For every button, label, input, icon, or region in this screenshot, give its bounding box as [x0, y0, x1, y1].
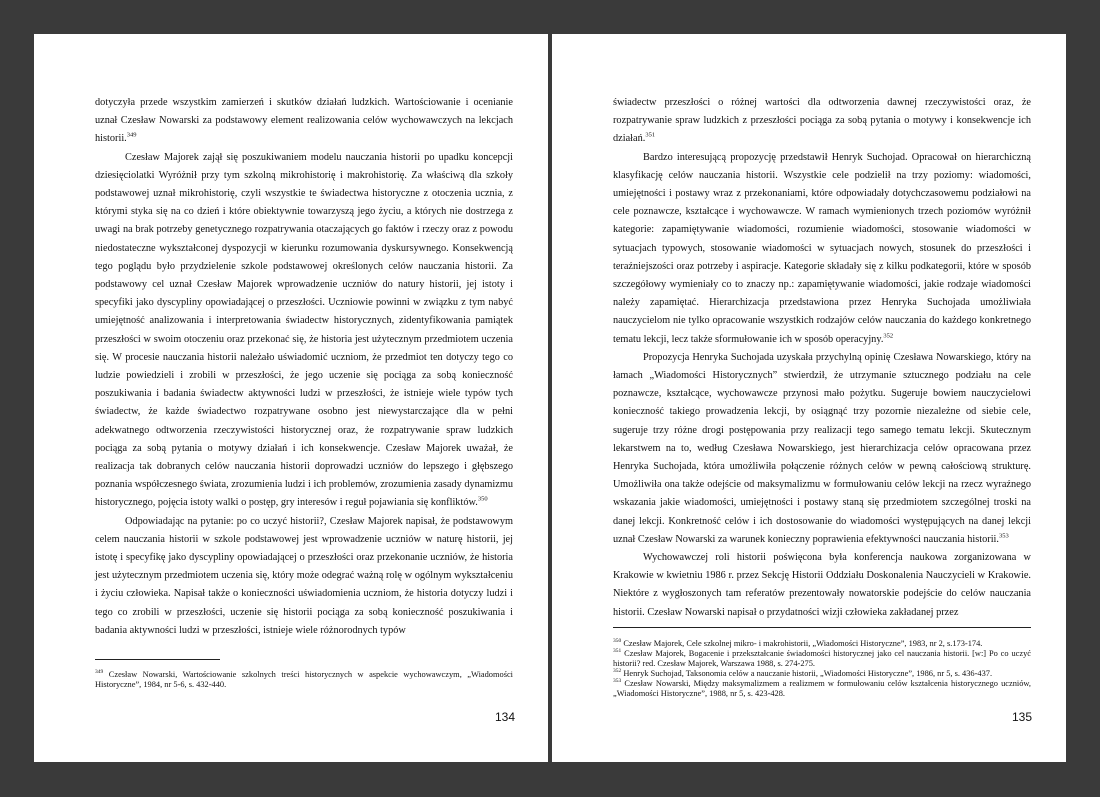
- page-number: 135: [1012, 710, 1033, 724]
- footnote-ref[interactable]: 349: [126, 131, 137, 139]
- paragraph: Czesław Majorek zajął się poszukiwaniem modelu nauczania historii po upadku koncepcji dziesięciolatki Wyróżnił przy tym szkolną mikrohistorię i makrohistorię. Za właściwą dla szkoły podstawowej uznał mikrohistorię, czyli wszystkie te świadectwa historyczne z otoczenia ucznia, z którymi styka się na co dzień i które obiektywnie towarzyszą jego życiu, a których nie dostrzega z uwagi na brak potrzeby genetycznego rozpatrywania otaczających go faktów i rzeczy oraz z powodu niedostateczne wykształconej dyspozycji w kierunku rozumowania dyskursywnego. Konsekwencją tego poglądu było przydzielenie szkole podstawowej określonych celów nauczania historii. Za podstawowy cel uznał Czesław Majorek wprowadzenie uczniów do natury historii, jej istoty i specyfiki jako dyscypliny opowiadającej o przeszłości. Uczniowie powinni w związku z tym nabyć umiejętność analizowania i interpretowania świadectw historycznych, zidentyfikowania pamiątek przeszłości w swoim otoczeniu oraz przekonać się, że historia jest użytecznym przedmiotem uczenia się. W procesie nauczania historii należało uświadomić uczniom, że przedmiot ten dotyczy tego co ludzie powiedzieli i zrobili w przeszłości, że jego uczenie się pociąga za sobą konieczność poszukiwania i badania świadectw aktywności ludzi w przeszłości, że istnieje wiele typów tych świadectw, że każde świadectwo rozpatrywane osobno jest niewystarczające dla w pełni adekwatnego odtworzenia rzeczywistości historycznej oraz, że rozpatrywanie spraw ludzkich pociąga za sobą pytania o motywy działań i ich konsekwencje. Czesław Majorek uważał, że realizacja tak dobranych celów nauczania historii doprowadzi uczniów do lepszego i głębszego poznania współczesnego świata, zrozumienia ludzi i ich problemów, zrozumienia zasady dynamizmu historycznego, pojęcia istoty walki o postęp, gry interesów i reguł pojawiania się konfliktów.$^{350}$: [95, 151, 513, 509]
- paragraph: Wychowawczej roli historii poświęcona była konferencja naukowa zorganizowana w Krakowie w kwietniu 1986 r. przez Sekcję Historii Oddziału Doskonalenia Nauczycieli w Krakowie. Niektóre z wygłoszonych tam referatów prezentowały nowatorskie podejście do celów nauczania historii. Czesław Nowarski napisał o przydatności wizji człowieka zakładanej przez: [613, 552, 1031, 618]
- footnote: $^{352}$ Henryk Suchojad, Taksonomia celów a nauczanie historii, „Wiadomości Historyczne”, 1986, nr 5, s. 436-437.: [613, 668, 993, 678]
- left-page-body: [95, 94, 513, 640]
- footnote: $^{353}$ Czesław Nowarski, Między maksymalizmem a realizmem w formułowaniu celów kształcenia historycznego uczniów, „Wiadomości Historyczne”, 1988, nr 5, s. 423-428.: [613, 678, 1031, 698]
- footnote-ref[interactable]: 351: [645, 131, 656, 139]
- footnote: $^{350}$ Czesław Majorek, Cele szkolnej mikro- i makrohistorii, „Wiadomości Historyczne”, 1983, nr 2, s.173-174.: [613, 638, 983, 648]
- footnotes: [95, 670, 513, 690]
- footnote-ref[interactable]: 350: [477, 496, 488, 504]
- footnote-ref[interactable]: 352: [883, 332, 894, 340]
- footnotes: [613, 639, 1031, 699]
- footnote: $^{351}$ Czesław Majorek, Bogacenie i przekształcanie świadomości historycznej jako cel nauczania historii. [w:] Po co uczyć historii? red. Czesław Majorek, Warszawa 1988, s. 274-275.: [613, 648, 1031, 668]
- paragraph: Propozycja Henryka Suchojada uzyskała przychylną opinię Czesława Nowarskiego, który na łamach „Wiadomości Historycznych” stwierdził, że utrzymanie sztucznego podziału na cele poznawcze, kształcące, wychowawcze przynosi mało pożytku. Sugeruje bowiem nauczycielowi konieczność takiego prowadzenia lekcji, by osiągnąć trzy pozornie niezależne od siebie cele, sugeruje trzy różne drogi postępowania przy realizacji tego samego tematu lekcji. Skutecznym lekarstwem na to, według Czesława Nowarskiego, jest hierarchizacja celów opracowana przez Henryka Suchojada, która umożliwiła połączenie różnych celów w pewną całościową strukturę. Umożliwiła ona także odejście od maksymalizmu w formułowaniu celów lekcji na rzecz wyraźnego wskazania jakie wiadomości, umiejętności i postawy staną się przedmiotem szczególnej troski na danej lekcji. Konkretność celów i ich dostosowanie do wiadomości występujących na danej lekcji uznał Czesław Nowarski za warunek konieczny poprawienia efektywności nauczania historii.$^{353}$: [613, 351, 1031, 545]
- footnote-divider: [95, 659, 220, 660]
- right-page-body: [613, 94, 1031, 622]
- paragraph: dotyczyła przede wszystkim zamierzeń i skutków działań ludzkich. Wartościowanie i ocenianie uznał Czesław Nowarski za podstawowy element realizowania celów wychowawczych na lekcjach historii.$^{349}$: [95, 97, 513, 145]
- footnote-ref[interactable]: 353: [999, 532, 1009, 540]
- paragraph: Bardzo interesującą propozycję przedstawił Henryk Suchojad. Opracował on hierarchiczną klasyfikację celów nauczania historii. Wszystkie cele podzielił na trzy poziomy: wiadomości, umiejętności i postawy wraz z przekonaniami, które odpowiadały dotychczasowemu podziałowi na cele poznawcze, kształcące i wychowawcze. W ramach wymienionych trzech poziomów wyróżnił kategorie: zapamiętywanie wiadomości, rozumienie wiadomości, stosowanie wiadomości w sytuacjach typowych, stosowanie wiadomości w sytuacjach nowych, stosunek do przeszłości i teraźniejszości oraz potrzeby i aspiracje. Kategorie składały się z kilku podkategorii, które w sposób szczegółowy wymieniały co to znaczy np.: zapamiętywanie wiadomości, jakie rodzaje wiadomości należy zapamiętać. Hierarchizacja przedstawiona przez Henryka Suchojada umożliwiała nauczycielom nie tylko opracowanie wszystkich rodzajów celów nauczania do każdego konkretnego tematu lekcji, lecz także sformułowanie ich w sposób operacyjny.$^{352}$: [613, 151, 1031, 345]
- left-page: [34, 34, 548, 762]
- footnote-divider: [613, 627, 1031, 628]
- paragraph: świadectw przeszłości o różnej wartości dla odtworzenia dawnej rzeczywistości oraz, że rozpatrywanie spraw ludzkich z przeszłości pociąga za sobą pytania o motywy i konsekwencje ich działań.$^{351}$: [613, 97, 1031, 145]
- right-page: [552, 34, 1066, 762]
- footnote: $^{349}$ Czesław Nowarski, Wartościowanie szkolnych treści historycznych w aspekcie wychowawczym, „Wiadomości Historyczne”, 1984, nr 5-6, s. 432-440.: [95, 669, 514, 689]
- paragraph: Odpowiadając na pytanie: po co uczyć historii?, Czesław Majorek napisał, że podstawowym celem nauczania historii w szkole podstawowej jest wprowadzenie uczniów w naturę historii, jej istotę i specyfikę jako dyscypliny opowiadającej o przeszłości oraz przekonanie uczniów, że historia jest użytecznym przedmiotem uczenia się, który może odegrać ważną rolę w ogólnym wykształceniu i życiu człowieka. Napisał także o konieczności uświadomienia uczniom, że historia dotyczy ludzi i tego co zrobili w przeszłości, uczenie się historii pociąga za sobą konieczność poszukiwania i badania aktywności ludzi w przeszłości, istnieje wiele różnorodnych typów: [95, 515, 513, 636]
- page-number: 134: [495, 710, 516, 724]
